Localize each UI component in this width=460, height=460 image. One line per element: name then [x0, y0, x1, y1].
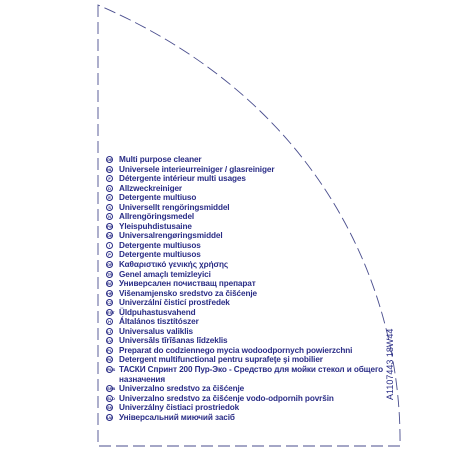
language-item-text: Universalrengøringsmiddel	[119, 231, 223, 241]
language-item-text: Univerzální čisticí prostředek	[119, 298, 230, 308]
language-item-text: Univerzálny čistiaci prostriedok	[119, 403, 240, 413]
language-item	[106, 355, 383, 365]
language-item-text: Yleispuhdistusaine	[119, 221, 192, 231]
language-item-text: Universalus valiklis	[119, 326, 194, 336]
language-item	[106, 184, 383, 194]
language-code-icon: S	[106, 204, 113, 211]
language-item	[106, 155, 383, 165]
language-code-icon: RUS	[107, 367, 116, 373]
language-item-text: Καθαριστικό γενικής χρήσης	[119, 260, 229, 270]
language-code-icon: N	[106, 213, 113, 220]
language-item-text: Univerzalno sredstvo za čišćenje	[119, 384, 245, 394]
language-code-icon: LV	[107, 338, 112, 344]
language-item-text: Allrengöringsmedel	[119, 212, 195, 222]
language-item	[106, 289, 383, 299]
language-item	[106, 203, 383, 213]
language-item	[106, 308, 383, 318]
language-item-text: ТАСКИ Спринт 200 Пур-Эко - Средство для мойки стекол и общего назначения	[119, 365, 384, 384]
language-item-text: Detergente multiusos	[119, 250, 201, 260]
language-code-icon: EST	[107, 309, 115, 315]
language-list	[106, 155, 383, 422]
language-code-icon: HR	[107, 290, 113, 296]
language-code-icon: LT	[107, 328, 112, 334]
language-code-icon: SK	[107, 405, 113, 411]
language-item	[106, 394, 383, 404]
language-item	[106, 231, 383, 241]
language-item	[106, 174, 383, 184]
language-item-text: Detergente multiusos	[119, 240, 201, 250]
language-item	[106, 279, 383, 289]
language-code-icon: UA	[107, 414, 113, 420]
language-code-icon: NL	[107, 166, 113, 172]
language-item	[106, 193, 383, 203]
language-item	[106, 165, 383, 175]
language-item-text: Universele interieurreiniger / glasreiniger	[119, 164, 275, 174]
language-item	[106, 336, 383, 346]
language-item-text: Detergent multifunctional pentru suprafeţe şi mobilier	[119, 355, 323, 365]
language-item	[106, 260, 383, 270]
language-item	[106, 384, 383, 394]
language-item-text: Univerzalno sredstvo za čišćenje vodo-odpornih površin	[119, 393, 334, 403]
language-code-icon: SRB	[107, 386, 116, 392]
language-code-icon: DK	[107, 233, 113, 239]
language-item	[106, 413, 383, 423]
language-code-icon: TR	[107, 271, 113, 277]
language-item	[106, 365, 383, 384]
language-code-icon: F	[106, 175, 113, 182]
language-item-text: Multi purpose cleaner	[119, 155, 202, 164]
language-code-icon: FIN	[107, 223, 114, 229]
language-item	[106, 298, 383, 308]
language-item-text: Preparat do codziennego mycia wodoodpornych powierzchni	[119, 345, 353, 355]
language-code-icon: D	[106, 185, 113, 192]
language-item	[106, 270, 383, 280]
language-code-icon: GB	[107, 157, 113, 162]
language-item	[106, 212, 383, 222]
language-item-text: Détergente intérieur multi usages	[119, 174, 246, 184]
language-code-icon: PL	[107, 347, 112, 353]
language-item-text: Universāls tīrīšanas līdzeklis	[119, 336, 228, 346]
language-item-text: Üldpuhastusvahend	[119, 307, 196, 317]
product-code: A1107443 18W44	[385, 328, 395, 400]
language-item-text: Általános tisztítószer	[119, 317, 199, 327]
language-item	[106, 346, 383, 356]
language-code-icon: SLO	[107, 395, 115, 401]
language-item-text: Универсален почистващ препарат	[119, 279, 256, 289]
language-item-text: Allzweckreiniger	[119, 183, 183, 193]
language-item	[106, 403, 383, 413]
language-item-text: Universellt rengöringsmiddel	[119, 202, 230, 212]
language-code-icon: CZ	[107, 300, 113, 306]
language-item	[106, 222, 383, 232]
language-item-text: Višenamjensko sredstvo za čišćenje	[119, 288, 257, 298]
language-item	[106, 241, 383, 251]
language-code-icon: GR	[107, 262, 113, 268]
language-code-icon: P	[106, 251, 113, 258]
language-code-icon: RO	[107, 357, 113, 363]
language-item-text: Genel amaçlı temizleyici	[119, 269, 211, 279]
language-code-icon: BG	[107, 281, 113, 287]
language-code-icon: E	[106, 194, 113, 201]
language-item	[106, 327, 383, 337]
language-code-icon: I	[106, 242, 113, 249]
language-item	[106, 317, 383, 327]
language-code-icon: H	[106, 318, 113, 325]
language-item-text: Універсальний миючий засіб	[119, 412, 235, 422]
language-item	[106, 250, 383, 260]
language-item-text: Detergente multiuso	[119, 193, 197, 203]
